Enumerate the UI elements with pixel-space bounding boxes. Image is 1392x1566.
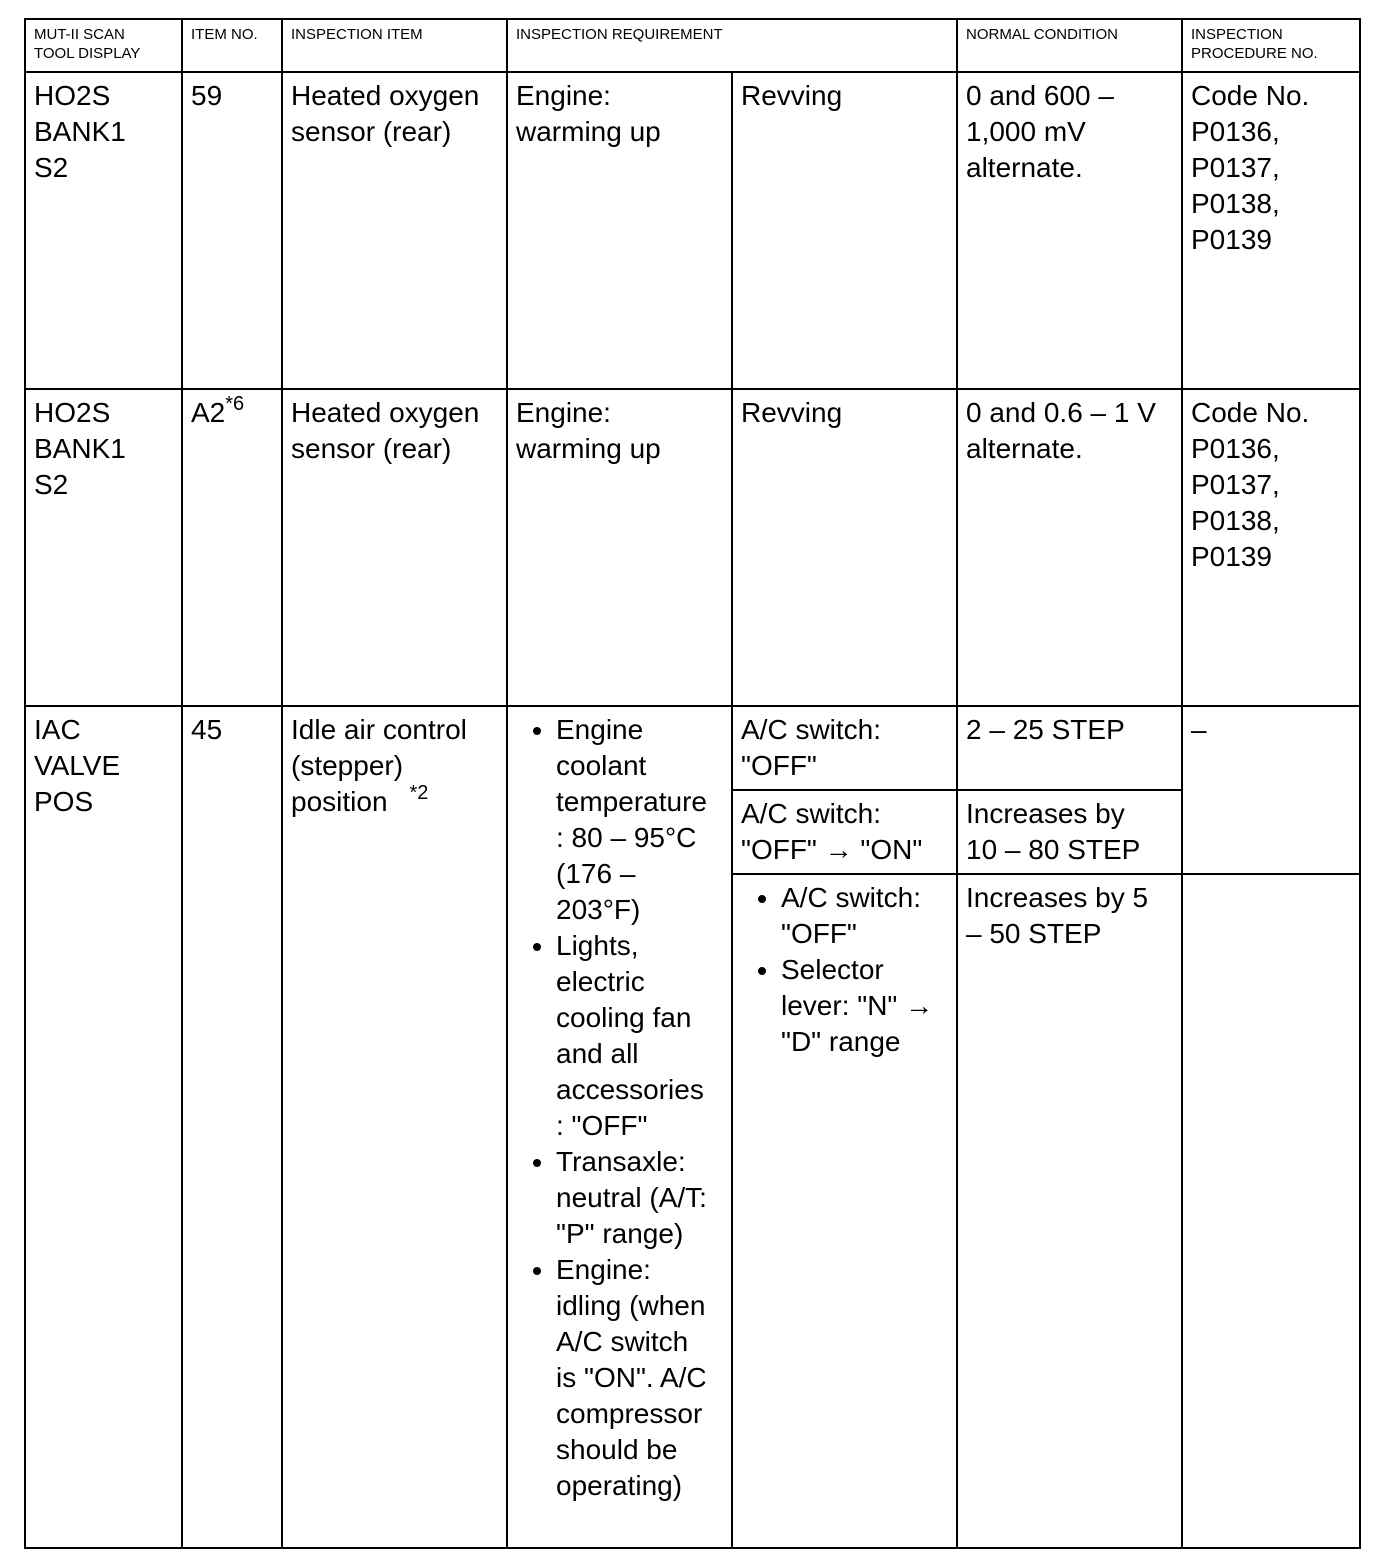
header-display: MUT-II SCAN TOOL DISPLAY bbox=[25, 19, 182, 72]
header-procedure-no: INSPECTION PROCEDURE NO. bbox=[1182, 19, 1360, 72]
procedure-cell: Code No. P0136, P0137, P0138, P0139 bbox=[1182, 72, 1360, 389]
inspection-table bbox=[24, 18, 1361, 1549]
item-no: A2 bbox=[191, 397, 226, 428]
table-row bbox=[25, 706, 1360, 790]
list-item: • Lights, electric cooling fan and all accessories : "OFF" bbox=[556, 928, 723, 1144]
procedure-cell bbox=[1182, 874, 1360, 1548]
table-row bbox=[25, 389, 1360, 706]
condition-cell: A/C switch: "OFF" → "ON" bbox=[732, 790, 957, 874]
item-no-note: *6 bbox=[225, 393, 245, 415]
normal-condition-cell: 2 – 25 STEP bbox=[957, 706, 1182, 790]
normal-condition-cell: Increases by 10 – 80 STEP bbox=[957, 790, 1182, 874]
requirement-cell: Engine: warming up bbox=[507, 72, 732, 389]
display-cell: HO2S BANK1 S2 bbox=[25, 72, 182, 389]
table-row bbox=[25, 72, 1360, 389]
item-no-cell bbox=[182, 72, 282, 389]
item-no: 59 bbox=[191, 80, 223, 111]
requirement-cell bbox=[507, 706, 732, 1548]
list-item: • A/C switch: "OFF" bbox=[781, 880, 948, 952]
condition-cell: Revving bbox=[732, 389, 957, 706]
display-cell: IAC VALVE POS bbox=[25, 706, 182, 1548]
condition-cell: Revving bbox=[732, 72, 957, 389]
requirement-cell: Engine: warming up bbox=[507, 389, 732, 706]
header-normal-condition: NORMAL CONDITION bbox=[957, 19, 1182, 72]
normal-condition-cell: 0 and 0.6 – 1 V alternate. bbox=[957, 389, 1182, 706]
list-item: • Engine: idling (when A/C switch is "ON". A/C compressor should be operating) bbox=[556, 1252, 723, 1504]
list-item: • Engine coolant temperature : 80 – 95°C (176 – 203°F) bbox=[556, 712, 723, 928]
header-item-no: ITEM NO. bbox=[182, 19, 282, 72]
procedure-cell: Code No. P0136, P0137, P0138, P0139 bbox=[1182, 389, 1360, 706]
condition-cell bbox=[732, 874, 957, 1548]
procedure-cell: – bbox=[1182, 706, 1360, 874]
item-no-cell bbox=[182, 389, 282, 706]
item-no-cell: 45 bbox=[182, 706, 282, 1548]
condition-list bbox=[741, 880, 948, 1060]
normal-condition-cell: 0 and 600 – 1,000 mV alternate. bbox=[957, 72, 1182, 389]
display-cell: HO2S BANK1 S2 bbox=[25, 389, 182, 706]
inspection-item-cell: Heated oxygen sensor (rear) bbox=[282, 389, 507, 706]
list-item: • Selector lever: "N" → "D" range bbox=[781, 952, 948, 1060]
inspection-item-cell: Heated oxygen sensor (rear) bbox=[282, 72, 507, 389]
inspection-item-cell bbox=[282, 706, 507, 1548]
condition-cell: A/C switch: "OFF" bbox=[732, 706, 957, 790]
inspection-item-text: Idle air control (stepper) position bbox=[291, 714, 467, 817]
requirement-list bbox=[516, 712, 723, 1504]
normal-condition-cell: Increases by 5 – 50 STEP bbox=[957, 874, 1182, 1548]
header-inspection-requirement: INSPECTION REQUIREMENT bbox=[507, 19, 957, 72]
header-inspection-item: INSPECTION ITEM bbox=[282, 19, 507, 72]
inspection-item-note: *2 bbox=[409, 782, 429, 804]
header-row bbox=[25, 19, 1360, 72]
list-item: • Transaxle: neutral (A/T: "P" range) bbox=[556, 1144, 723, 1252]
